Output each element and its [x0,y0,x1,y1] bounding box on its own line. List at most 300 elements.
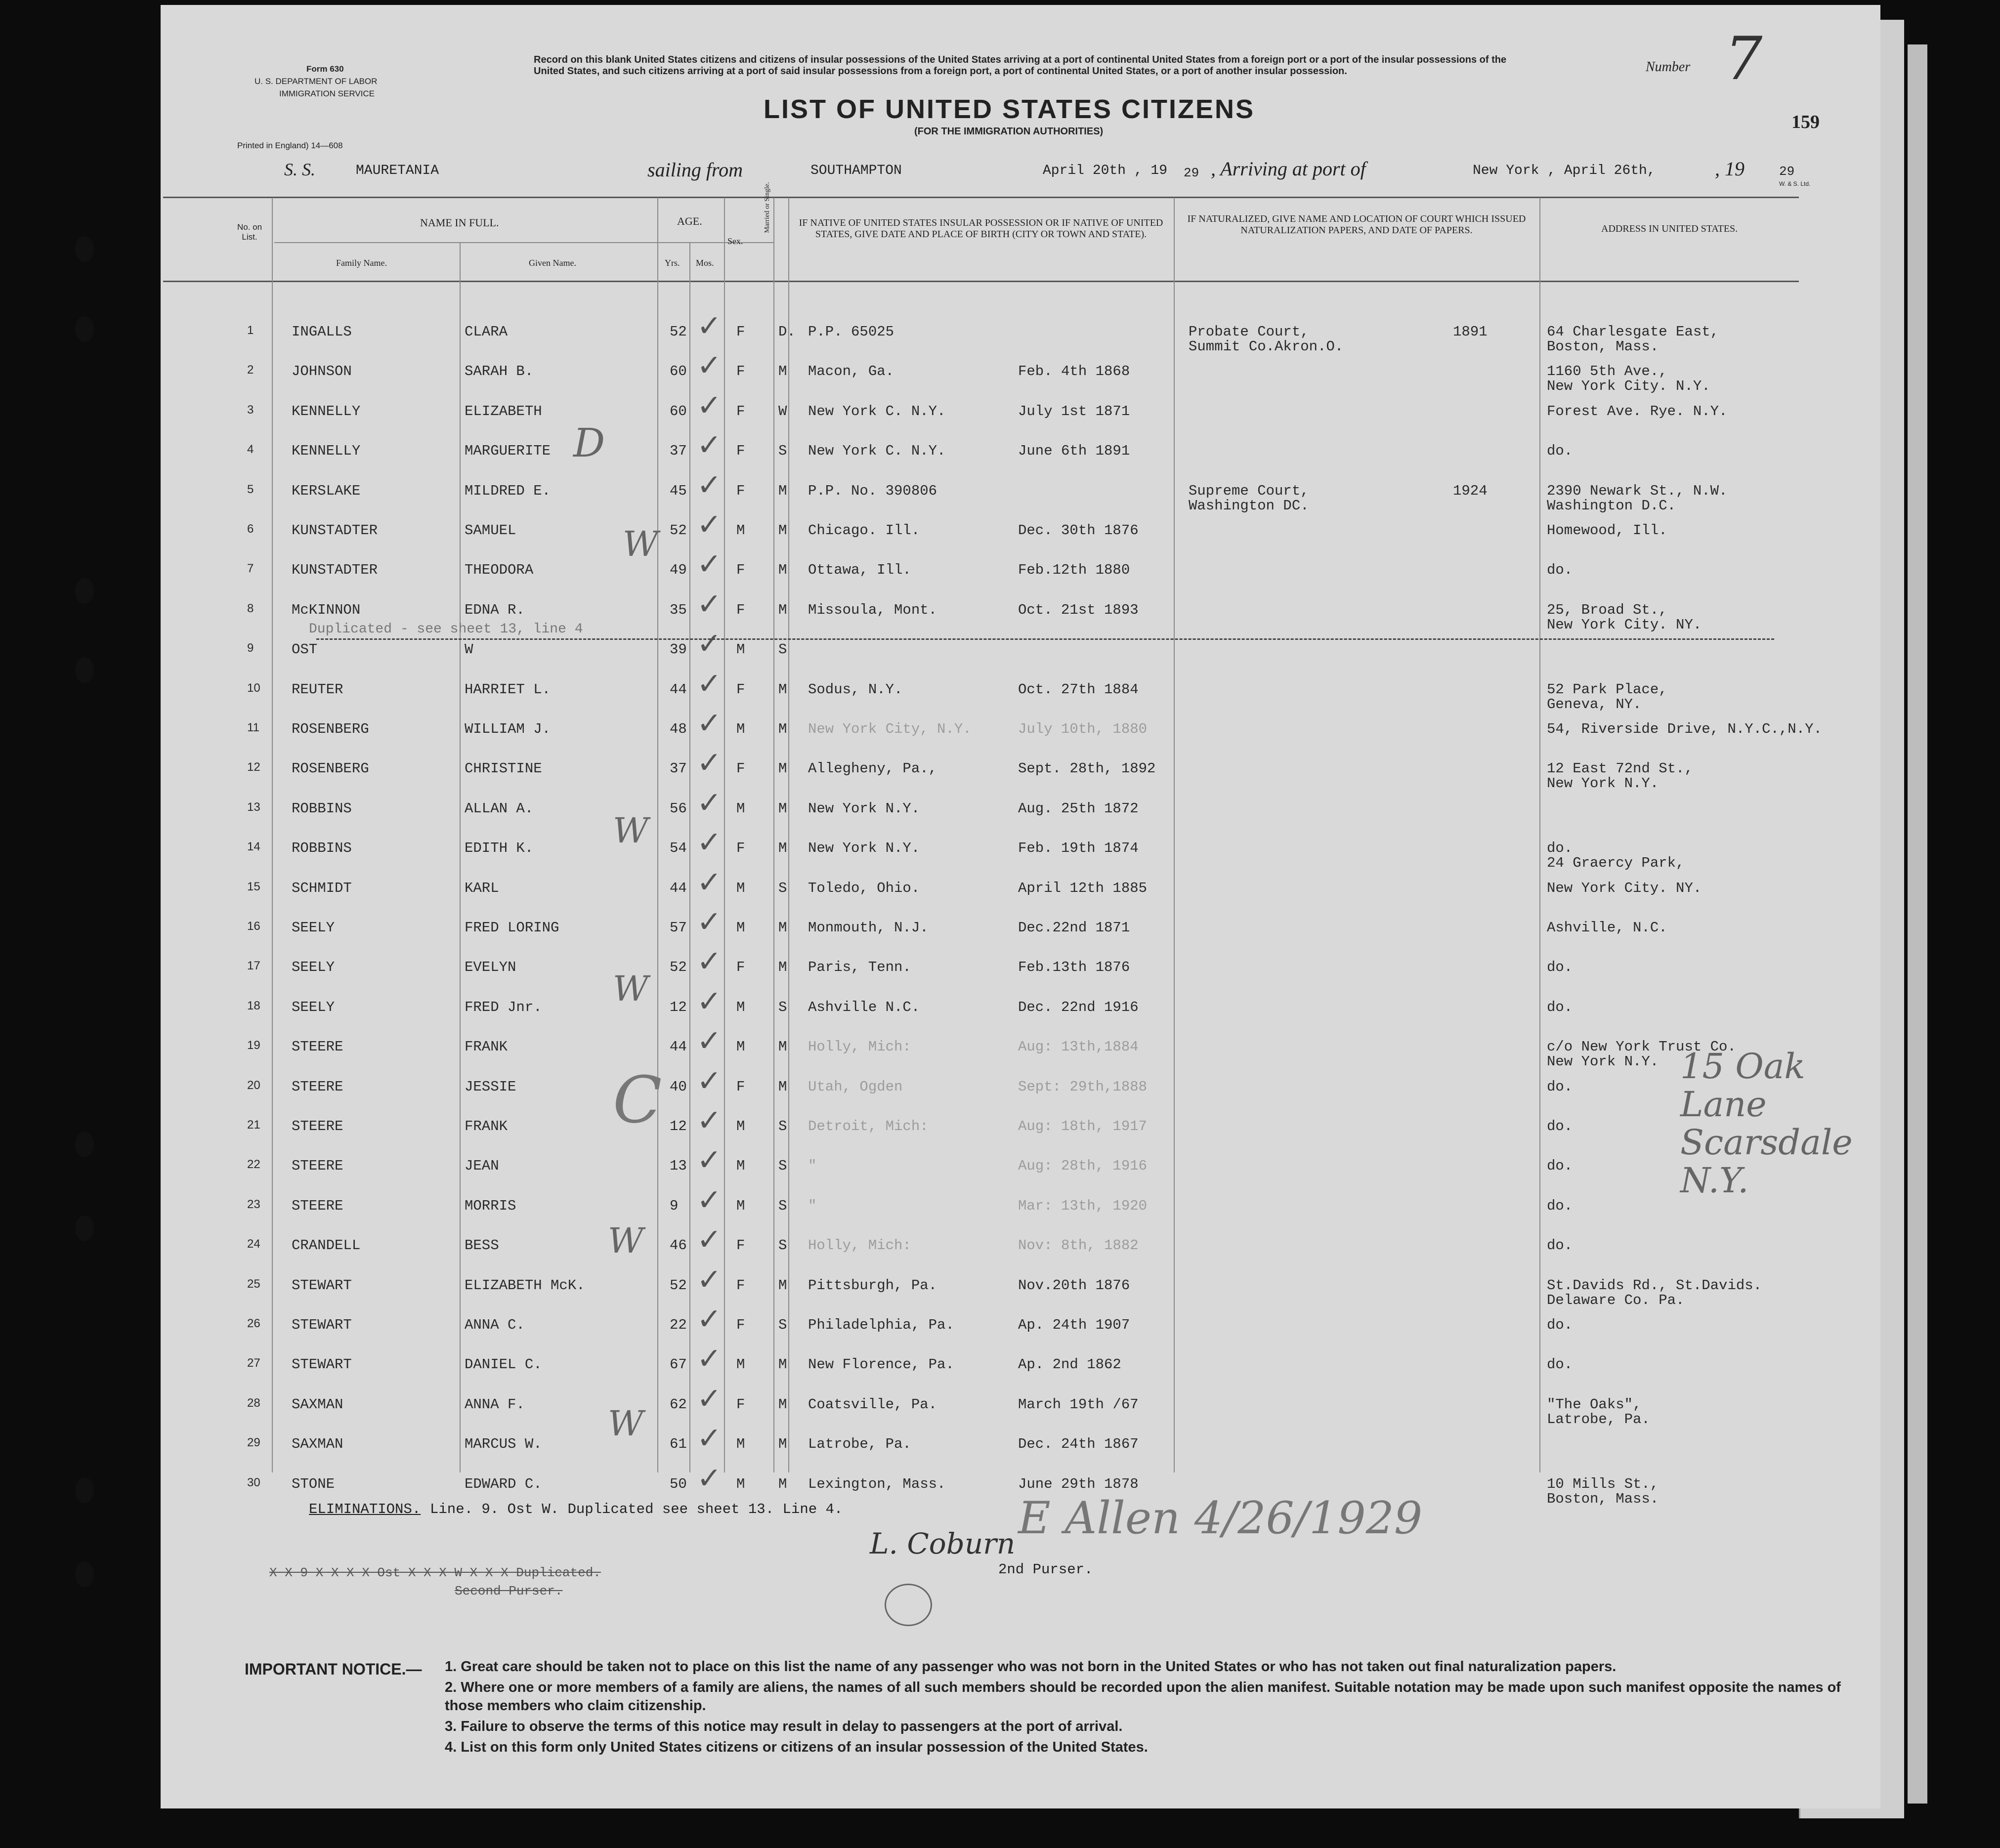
cell-status: M [778,681,787,698]
cell-family: STEERE [292,1197,343,1214]
cell-sex: M [736,522,745,539]
check-mark: ✓ [697,865,722,900]
check-mark: ✓ [697,905,722,939]
cell-no: 14 [247,840,260,854]
column-rule [657,198,658,1472]
cell-birth-date: Sept: 29th,1888 [1018,1078,1148,1095]
cell-given: ANNA F. [465,1396,525,1413]
stamp-circle [885,1584,932,1626]
handwritten-w-mark: W [608,1220,643,1261]
binder-hole [75,1132,94,1157]
cell-addr1: 52 Park Place, [1547,681,1667,698]
cell-addr1: do. [1547,1197,1573,1214]
cell-given: FRANK [465,1118,508,1134]
notice-label: IMPORTANT NOTICE.— [245,1660,422,1678]
cell-no: 7 [247,562,254,576]
cell-given: CLARA [465,324,508,340]
cell-no: 12 [247,760,260,774]
cell-family: ROBBINS [292,840,352,857]
cell-given: FRED Jnr. [465,999,542,1015]
cell-addr1: do. [1547,443,1573,460]
cell-no: 9 [247,641,254,655]
cell-sex: F [736,760,745,777]
binder-hole [75,316,94,342]
cell-birth: " [808,1158,817,1175]
cell-birth: Holly, Mich: [808,1039,911,1055]
binder-hole [75,236,94,262]
cell-addr2: Washington D.C. [1547,497,1676,514]
duplicated-note: Duplicated - see sheet 13, line 4 [309,622,583,637]
cell-addr1: 1160 5th Ave., [1547,363,1667,380]
cell-court2: Summit Co.Akron.O. [1189,338,1344,355]
cell-addr1: 2390 Newark St., N.W. [1547,482,1728,499]
cell-status: M [778,482,787,499]
cell-no: 5 [247,482,254,496]
cell-birth-date: Feb. 19th 1874 [1018,840,1139,857]
cell-status: S [778,1158,787,1175]
cell-no: 21 [247,1118,260,1132]
cell-birth: Lexington, Mass. [808,1475,946,1492]
cell-family: STEERE [292,1039,343,1055]
cell-status: M [778,1396,787,1413]
check-mark: ✓ [697,1342,722,1377]
check-mark: ✓ [697,825,722,860]
cell-addr1: 54, Riverside Drive, N.Y.C.,N.Y. [1547,721,1822,737]
cell-addr2: Latrobe, Pa. [1547,1411,1650,1428]
check-mark: ✓ [697,1063,722,1098]
cell-sex: M [736,1118,745,1134]
cell-given: DANIEL C. [465,1356,542,1373]
ss-label: S. S. [284,160,315,179]
check-mark: ✓ [697,1461,722,1496]
cell-birth: P.P. No. 390806 [808,482,937,499]
cell-age: 39 [670,641,687,658]
cell-addr2: 24 Graercy Park, [1547,855,1685,872]
cell-sex: F [736,959,745,976]
handwritten-w-mark: W [613,968,648,1009]
cell-birth: Coatsville, Pa. [808,1396,937,1413]
sail-date: April 20th , 19 [1043,163,1168,178]
cell-birth-date: Dec. 30th 1876 [1018,522,1139,539]
cell-status: M [778,1039,787,1055]
cell-birth: Toledo, Ohio. [808,880,920,896]
cell-age: 61 [670,1436,687,1453]
cell-addr1: do. [1547,1158,1573,1175]
cell-status: M [778,363,787,380]
cell-given: ELIZABETH McK. [465,1277,585,1294]
cell-birth: Pittsburgh, Pa. [808,1277,937,1294]
cell-status: M [778,760,787,777]
cell-birth-date: Feb.13th 1876 [1018,959,1130,976]
cell-given: FRED LORING [465,920,559,936]
cell-no: 1 [247,324,254,337]
cell-birth-date: Mar: 13th, 1920 [1018,1197,1148,1214]
cell-family: SAXMAN [292,1396,343,1413]
cell-no: 23 [247,1197,260,1211]
cell-addr1: do. [1547,1317,1573,1333]
cell-age: 52 [670,1277,687,1294]
cell-age: 50 [670,1475,687,1492]
cell-age: 56 [670,800,687,817]
cell-sex: F [736,482,745,499]
cell-age: 52 [670,324,687,340]
arriving-label: , Arriving at port of [1211,158,1366,180]
cell-no: 13 [247,800,260,814]
cell-addr1: do. [1547,959,1573,976]
cell-sex: F [736,1277,745,1294]
cell-court2: Washington DC. [1189,497,1309,514]
notice-item: 1. Great care should be taken not to place on this list the name of any passenger who was not born in the United States or who has not taken out final naturalization papers. [445,1659,1617,1675]
cell-family: STEWART [292,1277,352,1294]
cell-no: 22 [247,1158,260,1172]
cell-no: 26 [247,1317,260,1330]
cell-birth-date: Aug. 25th 1872 [1018,800,1139,817]
check-mark: ✓ [697,428,722,463]
number-value: 7 [1725,25,1763,93]
cell-given: JESSIE [465,1078,516,1095]
cell-status: M [778,562,787,579]
cell-family: STEWART [292,1356,352,1373]
cell-family: OST [292,641,318,658]
header-yrs: Yrs. [665,258,680,268]
cell-no: 18 [247,999,260,1012]
cell-no: 11 [247,721,259,734]
cell-no: 30 [247,1475,260,1489]
cell-family: KERSLAKE [292,482,361,499]
cell-family: SCHMIDT [292,880,352,896]
cell-birth: Paris, Tenn. [808,959,911,976]
cell-birth: P.P. 65025 [808,324,894,340]
printed-note: Printed in England) 14—608 [237,141,343,150]
cell-status: S [778,1197,787,1214]
cell-age: 37 [670,760,687,777]
cell-birth: Philadelphia, Pa. [808,1317,954,1333]
cell-age: 37 [670,443,687,460]
handwritten-c-mark: C [613,1062,662,1137]
cell-no: 28 [247,1396,260,1410]
cell-birth-date: Aug: 18th, 1917 [1018,1118,1148,1134]
column-rule [1174,198,1175,1472]
cell-birth: Ashville N.C. [808,999,920,1015]
cell-no: 10 [247,681,260,695]
struck-purser: Second Purser. [455,1584,563,1598]
cell-sex: F [736,1237,745,1254]
cell-sex: M [736,999,745,1015]
sailing-from: SOUTHAMPTON [810,163,902,178]
cell-age: 35 [670,601,687,618]
cell-age: 54 [670,840,687,857]
purser-signature: L. Coburn [870,1527,1016,1560]
cell-family: KUNSTADTER [292,522,378,539]
sailing-label: sailing from [647,159,743,181]
cell-birth-date: Nov.20th 1876 [1018,1277,1130,1294]
cell-status: W [778,403,787,420]
cell-sex: M [736,1475,745,1492]
check-mark: ✓ [697,984,722,1019]
cell-status: M [778,959,787,976]
cell-family: KENNELLY [292,443,361,460]
cell-age: 12 [670,999,687,1015]
cell-status: S [778,443,787,460]
cell-addr1: Homewood, Ill. [1547,522,1667,539]
cell-addr1: 10 Mills St., [1547,1475,1659,1492]
check-mark: ✓ [697,1143,722,1178]
cell-addr1: do. [1547,1078,1573,1095]
cell-addr1: c/o New York Trust Co. [1547,1039,1736,1055]
cell-family: SEELY [292,999,335,1015]
cell-birth: New York City, N.Y. [808,721,972,737]
cell-sex: F [736,1396,745,1413]
cell-addr2: New York N.Y. [1547,1053,1659,1070]
cell-given: WILLIAM J. [465,721,551,737]
cell-age: 57 [670,920,687,936]
check-mark: ✓ [697,944,722,979]
cell-court-year: 1891 [1453,324,1488,340]
check-mark: ✓ [697,706,722,741]
table-top-border [163,197,1799,198]
cell-addr1: do. [1547,1356,1573,1373]
cell-status: M [778,721,787,737]
check-mark: ✓ [697,746,722,781]
check-mark: ✓ [697,1421,722,1456]
header-naturalized: IF NATURALIZED, GIVE NAME AND LOCATION OF COURT WHICH ISSUED NATURALIZATION PAPERS, AND DATE OF PAPERS. [1187,213,1526,236]
check-mark: ✓ [697,1222,722,1258]
cell-given: FRANK [465,1039,508,1055]
header-name-in-full: NAME IN FULL. [420,216,499,229]
check-mark: ✓ [697,1103,722,1138]
cell-birth: New York N.Y. [808,800,920,817]
cell-court1: Supreme Court, [1189,482,1309,499]
cell-age: 13 [670,1158,687,1175]
cell-court1: Probate Court, [1189,324,1309,340]
cell-birth: New York C. N.Y. [808,403,946,420]
number-label: Number [1646,59,1691,75]
cell-given: CHRISTINE [465,760,542,777]
cell-family: STEERE [292,1118,343,1134]
binder-hole [75,578,94,604]
check-mark: ✓ [697,388,722,423]
cell-no: 24 [247,1237,260,1251]
line-9-strikethrough [316,638,1774,640]
check-mark: ✓ [697,785,722,820]
check-mark: ✓ [697,507,722,542]
cell-birth: " [808,1197,817,1214]
cell-addr2: New York City. N.Y. [1547,378,1710,395]
cell-addr2: Delaware Co. Pa. [1547,1292,1685,1308]
cell-no: 15 [247,880,260,893]
cell-family: McKINNON [292,601,361,618]
cell-no: 4 [247,443,254,457]
cell-sex: F [736,443,745,460]
cell-family: CRANDELL [292,1237,361,1254]
purser-title: 2nd Purser. [998,1561,1093,1578]
instruction-text: Record on this blank United States citizens and citizens of insular possessions of the United States arriving at a port of continental United States from a foreign port or a port of the insular possessions of the United States, and such citizens arriving at a port of said insular possessions from a foreign port, a port of continental United States, or a port of another insular possession. [534,54,1507,77]
cell-birth: Ottawa, Ill. [808,562,911,579]
cell-sex: F [736,681,745,698]
page-title: LIST OF UNITED STATES CITIZENS [764,94,1255,124]
cell-sex: M [736,1356,745,1373]
cell-age: 44 [670,681,687,698]
notice-item: 3. Failure to observe the terms of this notice may result in delay to passengers at the port of arrival. [445,1719,1123,1735]
cell-family: STEWART [292,1317,352,1333]
header-address: ADDRESS IN UNITED STATES. [1601,223,1738,234]
cell-family: INGALLS [292,324,352,340]
paper-edge-back [1908,44,1927,1804]
cell-birth-date: Oct. 21st 1893 [1018,601,1139,618]
cell-birth-date: Sept. 28th, 1892 [1018,760,1156,777]
column-rule [788,198,789,1472]
cell-sex: F [736,324,745,340]
cell-addr1: Forest Ave. Rye. N.Y. [1547,403,1728,420]
cell-given: SAMUEL [465,522,516,539]
cell-birth-date: June 6th 1891 [1018,443,1130,460]
check-mark: ✓ [697,547,722,582]
cell-given: W [465,641,473,658]
header-given-name: Given Name. [529,258,576,268]
header-divider [274,242,773,243]
eliminations-text: Line. 9. Ost W. Duplicated see sheet 13. Line 4. [430,1501,843,1517]
page-subtitle: (FOR THE IMMIGRATION AUTHORITIES) [914,126,1104,137]
cell-age: 60 [670,363,687,380]
check-mark: ✓ [697,1024,722,1059]
cell-family: SEELY [292,959,335,976]
cell-age: 45 [670,482,687,499]
cell-age: 52 [670,959,687,976]
cell-addr1: Ashville, N.C. [1547,920,1667,936]
cell-status: S [778,641,787,658]
cell-no: 20 [247,1078,260,1092]
cell-birth: Sodus, N.Y. [808,681,903,698]
binder-hole [75,657,94,683]
cell-sex: M [736,800,745,817]
cell-no: 27 [247,1356,260,1370]
cell-family: SEELY [292,920,335,936]
check-mark: ✓ [697,587,722,622]
cell-status: M [778,840,787,857]
cell-family: ROSENBERG [292,721,369,737]
cell-addr2: Geneva, NY. [1547,696,1642,713]
cell-birth-date: June 29th 1878 [1018,1475,1139,1492]
check-mark: ✓ [697,1262,722,1297]
cell-court-year: 1924 [1453,482,1488,499]
cell-birth: Detroit, Mich: [808,1118,929,1134]
cell-family: REUTER [292,681,343,698]
cell-birth-date: Dec. 24th 1867 [1018,1436,1139,1453]
cell-given: EDWARD C. [465,1475,542,1492]
cell-birth: Latrobe, Pa. [808,1436,911,1453]
cell-given: ANNA C. [465,1317,525,1333]
cell-status: M [778,920,787,936]
cell-age: 49 [670,562,687,579]
cell-family: KENNELLY [292,403,361,420]
cell-given: MORRIS [465,1197,516,1214]
cell-given: KARL [465,880,499,896]
cell-given: EDITH K. [465,840,534,857]
cell-birth-date: Aug: 28th, 1916 [1018,1158,1148,1175]
cell-family: ROBBINS [292,800,352,817]
cell-given: HARRIET L. [465,681,551,698]
cell-birth: New Florence, Pa. [808,1356,954,1373]
cell-birth-date: Dec.22nd 1871 [1018,920,1130,936]
cell-status: M [778,1078,787,1095]
binder-hole [75,1477,94,1503]
cell-sex: M [736,880,745,896]
cell-addr1: New York City. NY. [1547,880,1702,896]
cell-no: 2 [247,363,254,377]
cell-sex: F [736,1317,745,1333]
cell-addr1: do. [1547,562,1573,579]
cell-status: S [778,1317,787,1333]
cell-addr1: St.Davids Rd., St.Davids. [1547,1277,1762,1294]
cell-addr2: New York N.Y. [1547,775,1659,792]
cell-age: 40 [670,1078,687,1095]
cell-birth-date: July 10th, 1880 [1018,721,1148,737]
cell-given: ELIZABETH [465,403,542,420]
cell-status: M [778,522,787,539]
check-mark: ✓ [697,1302,722,1337]
cell-birth-date: Feb.12th 1880 [1018,562,1130,579]
cell-birth-date: Nov: 8th, 1882 [1018,1237,1139,1254]
department: U. S. DEPARTMENT OF LABOR [255,77,378,86]
cell-birth: Macon, Ga. [808,363,894,380]
cell-birth: Missoula, Mont. [808,601,937,618]
cell-sex: F [736,363,745,380]
cell-addr1: do. [1547,1237,1573,1254]
eliminations-label: ELIMINATIONS. [309,1501,421,1517]
cell-birth-date: Feb. 4th 1868 [1018,363,1130,380]
cell-age: 46 [670,1237,687,1254]
handwritten-d-mark: D [573,420,605,466]
header-mos: Mos. [696,258,714,268]
cell-family: ROSENBERG [292,760,369,777]
check-mark: ✓ [697,1182,722,1218]
cell-birth: Chicago. Ill. [808,522,920,539]
cell-birth: Allegheny, Pa., [808,760,937,777]
cell-no: 8 [247,601,254,615]
page-number: 159 [1791,112,1820,132]
column-rule [773,198,774,1472]
cell-addr1: 25, Broad St., [1547,601,1667,618]
cell-addr1: 64 Charlesgate East, [1547,324,1719,340]
column-rule [689,242,690,1472]
header-married: Married or Single. [764,182,771,233]
cell-birth: Monmouth, N.J. [808,920,929,936]
column-rule [724,198,725,1472]
cell-addr2: Boston, Mass. [1547,1490,1659,1507]
cell-status: S [778,1237,787,1254]
cell-birth-date: Oct. 27th 1884 [1018,681,1139,698]
cell-given: SARAH B. [465,363,534,380]
header-bottom-border [163,281,1799,282]
cell-age: 44 [670,1039,687,1055]
cell-no: 6 [247,522,254,536]
cell-status: M [778,1475,787,1492]
cell-no: 16 [247,920,260,933]
cell-addr1: do. [1547,999,1573,1015]
cell-no: 25 [247,1277,260,1291]
cell-sex: F [736,601,745,618]
cell-birth-date: Ap. 24th 1907 [1018,1317,1130,1333]
cell-family: STONE [292,1475,335,1492]
cell-status: M [778,601,787,618]
binder-hole [75,1561,94,1587]
cell-age: 52 [670,522,687,539]
binder-hole [75,1216,94,1241]
check-mark: ✓ [697,1381,722,1416]
header-age: AGE. [677,215,702,227]
header-sex: Sex. [727,236,743,246]
check-mark: ✓ [697,309,722,343]
